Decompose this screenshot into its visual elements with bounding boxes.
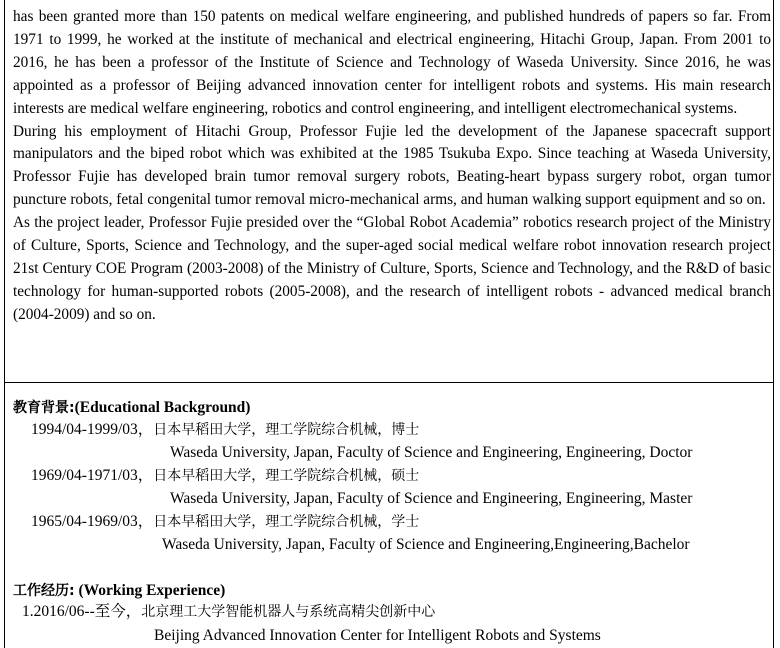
education-entry-1 [31,420,419,440]
section-divider [4,382,774,383]
education-entry-3 [31,512,419,532]
education-institution-cn: 日本早稻田大学，理工学院综合机械，博士 [153,422,420,438]
bio-paragraph: As the project leader, Professor Fujie presided over the “Global Robot Academia” robotics research project of the Ministry of Culture, Sports, Science and Technology, and the super-aged social medical welfare robot innovation research project 21st Century COE Program (2003-2008) of the Ministry of Culture, Sports, Science and Technology, and the R&D of basic technology for human-supported robots (2005-2008), and the research of intelligent robots - advanced medical branch (2004-2009) and so on. [13,214,771,323]
education-institution-cn: 日本早稻田大学，理工学院综合机械，硕士 [153,468,420,484]
education-period: 1994/04-1999/03， [31,421,154,438]
education-institution-en: Waseda University, Japan, Faculty of Science and Engineering, Engineering, Master [170,490,693,507]
education-heading-en: (Educational Background) [74,399,251,416]
education-institution-en: Waseda University, Japan, Faculty of Science and Engineering,Engineering,Bachelor [162,536,690,553]
bio-paragraph: has been granted more than 150 patents on medical welfare engineering, and published hundreds of papers so far. From 1971 to 1999, he worked at the institute of mechanical and electrical engineering, Hitachi Group, Japan. From 2001 to 2016, he has been a professor of the Institute of Science and Technology of Waseda University. Since 2016, he was appointed as a professor of Beijing advanced innovation center for intelligent robots and systems. His main research interests are medical welfare engineering, robotics and control engineering, and intelligent electromechanical systems. [13,8,771,117]
education-period: 1969/04-1971/03， [31,467,154,484]
biography-section [13,6,771,327]
experience-period: 1.2016/06--至今， [22,603,142,620]
experience-institution-en: Beijing Advanced Innovation Center for Intelligent Robots and Systems [154,627,601,644]
experience-institution-cn: 北京理工大学智能机器人与系统高精尖创新中心 [141,604,436,620]
education-institution-en: Waseda University, Japan, Faculty of Science and Engineering, Engineering, Doctor [170,444,693,461]
bio-paragraph: During his employment of Hitachi Group, Professor Fujie led the development of the Japanese spacecraft support manipulators and the biped robot which was exhibited at the 1985 Tsukuba Expo. Since teaching at Waseda University, Professor Fujie has developed brain tumor removal surgery robots, Beating-heart bypass surgery robot, organ tumor puncture robots, fetal congenital tumor removal micro-mechanical arms, and human walking support equipment and so on. [13,122,771,209]
experience-entry-1 [22,602,435,622]
experience-heading-en: (Working Experience) [74,582,226,599]
education-period: 1965/04-1969/03， [31,513,154,530]
education-heading-cn: 教育背景: [13,400,75,416]
education-institution-cn: 日本早稻田大学，理工学院综合机械，学士 [153,514,420,530]
experience-heading-cn: 工作经历: [13,583,75,599]
education-entry-2 [31,466,419,486]
education-heading [13,398,250,418]
experience-heading [13,581,225,601]
